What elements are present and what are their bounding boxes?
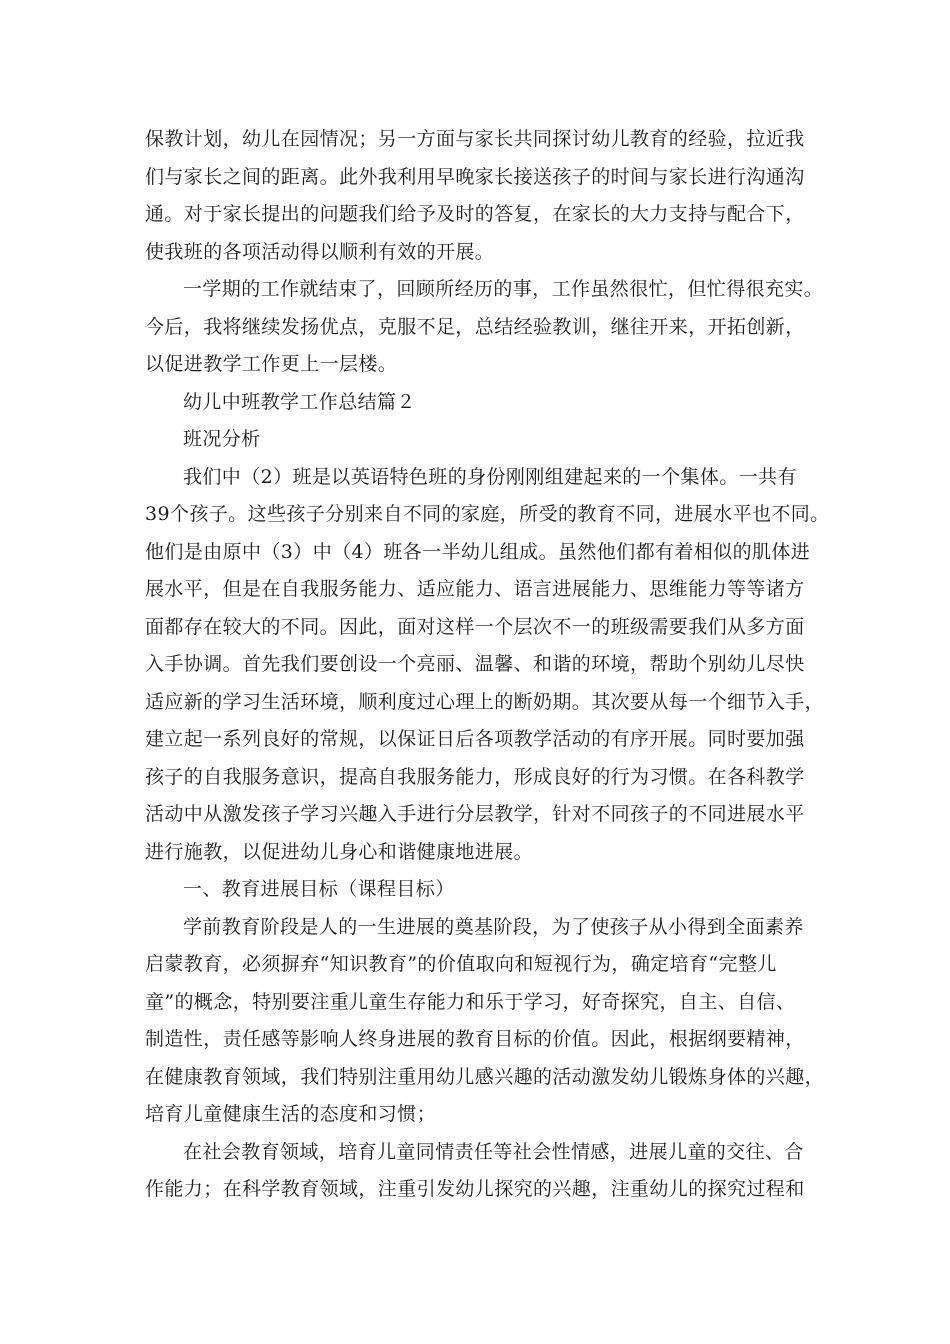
text-line: 39个孩子。这些孩子分别来自不同的家庭，所受的教育不同，进展水平也不同。 bbox=[145, 503, 830, 525]
text-line: 制造性，责任感等影响人终身进展的教育目标的价值。因此，根据纲要精神， bbox=[145, 1028, 805, 1050]
text-line: 保教计划，幼儿在园情况；另一方面与家长共同探讨幼儿教育的经验，拉近我 bbox=[145, 128, 805, 150]
text-line: 培育儿童健康生活的态度和习惯； bbox=[145, 1103, 437, 1125]
text-line: 学前教育阶段是人的一生进展的奠基阶段，为了使孩子从小得到全面素养 bbox=[183, 915, 804, 938]
text-line: 以促进教学工作更上一层楼。 bbox=[145, 353, 398, 375]
document-body bbox=[145, 121, 830, 1209]
text-line: 一学期的工作就结束了，回顾所经历的事，工作虽然很忙，但忙得很充实。 bbox=[183, 278, 824, 300]
text-line: 孩子的自我服务意识，提高自我服务能力，形成良好的行为习惯。在各科教学 bbox=[145, 765, 805, 788]
text-line: 通。对于家长提出的问题我们给予及时的答复，在家长的大力支持与配合下， bbox=[145, 203, 805, 225]
text-line: 在健康教育领域，我们特别注重用幼儿感兴趣的活动激发幼儿锻炼身体的兴趣， bbox=[145, 1065, 825, 1088]
text-line: 我们中（2）班是以英语特色班的身份刚刚组建起来的一个集体。一共有 bbox=[183, 465, 797, 488]
text-line: 童”的概念，特别要注重儿童生存能力和乐于学习，好奇探究，自主、自信、 bbox=[145, 990, 796, 1013]
text-line: 展水平，但是在自我服务能力、适应能力、语言进展能力、思维能力等等诸方 bbox=[145, 578, 805, 600]
text-line: 进行施教，以促进幼儿身心和谐健康地进展。 bbox=[145, 840, 534, 863]
text-line: 今后，我将继续发扬优点，克服不足，总结经验教训，继往开来，开拓创新， bbox=[145, 315, 805, 338]
text-line: 在社会教育领域，培育儿童同情责任等社会性情感，进展儿童的交往、合 bbox=[183, 1140, 804, 1163]
text-line: 活动中从激发孩子学习兴趣入手进行分层教学，针对不同孩子的不同进展水平 bbox=[145, 803, 805, 825]
text-line: 入手协调。首先我们要创设一个亮丽、温馨、和谐的环境，帮助个别幼儿尽快 bbox=[145, 653, 805, 675]
text-line: 使我班的各项活动得以顺利有效的开展。 bbox=[145, 240, 495, 263]
text-line: 他们是由原中（3）中（4）班各一半幼儿组成。虽然他们都有着相似的肌体进 bbox=[145, 540, 811, 563]
text-line: 建立起一系列良好的常规，以保证日后各项教学活动的有序开展。同时要加强 bbox=[145, 728, 805, 750]
text-line: 作能力；在科学教育领域，注重引发幼儿探究的兴趣，注重幼儿的探究过程和 bbox=[145, 1178, 805, 1200]
text-line: 面都存在较大的不同。因此，面对这样一个层次不一的班级需要我们从多方面 bbox=[145, 615, 805, 638]
text-line: 启蒙教育，必须摒弃“知识教育”的价值取向和短视行为，确定培育“完整儿 bbox=[145, 953, 777, 975]
text-line: 一、教育进展目标（课程目标） bbox=[183, 878, 455, 900]
text-line: 适应新的学习生活环境，顺利度过心理上的断奶期。其次要从每一个细节入手， bbox=[145, 690, 825, 713]
text-line: 们与家长之间的距离。此外我利用早晚家长接送孩子的时间与家长进行沟通沟 bbox=[145, 165, 805, 188]
text-line: 幼儿中班教学工作总结篇２ bbox=[183, 390, 416, 413]
text-line: 班况分析 bbox=[183, 428, 261, 450]
